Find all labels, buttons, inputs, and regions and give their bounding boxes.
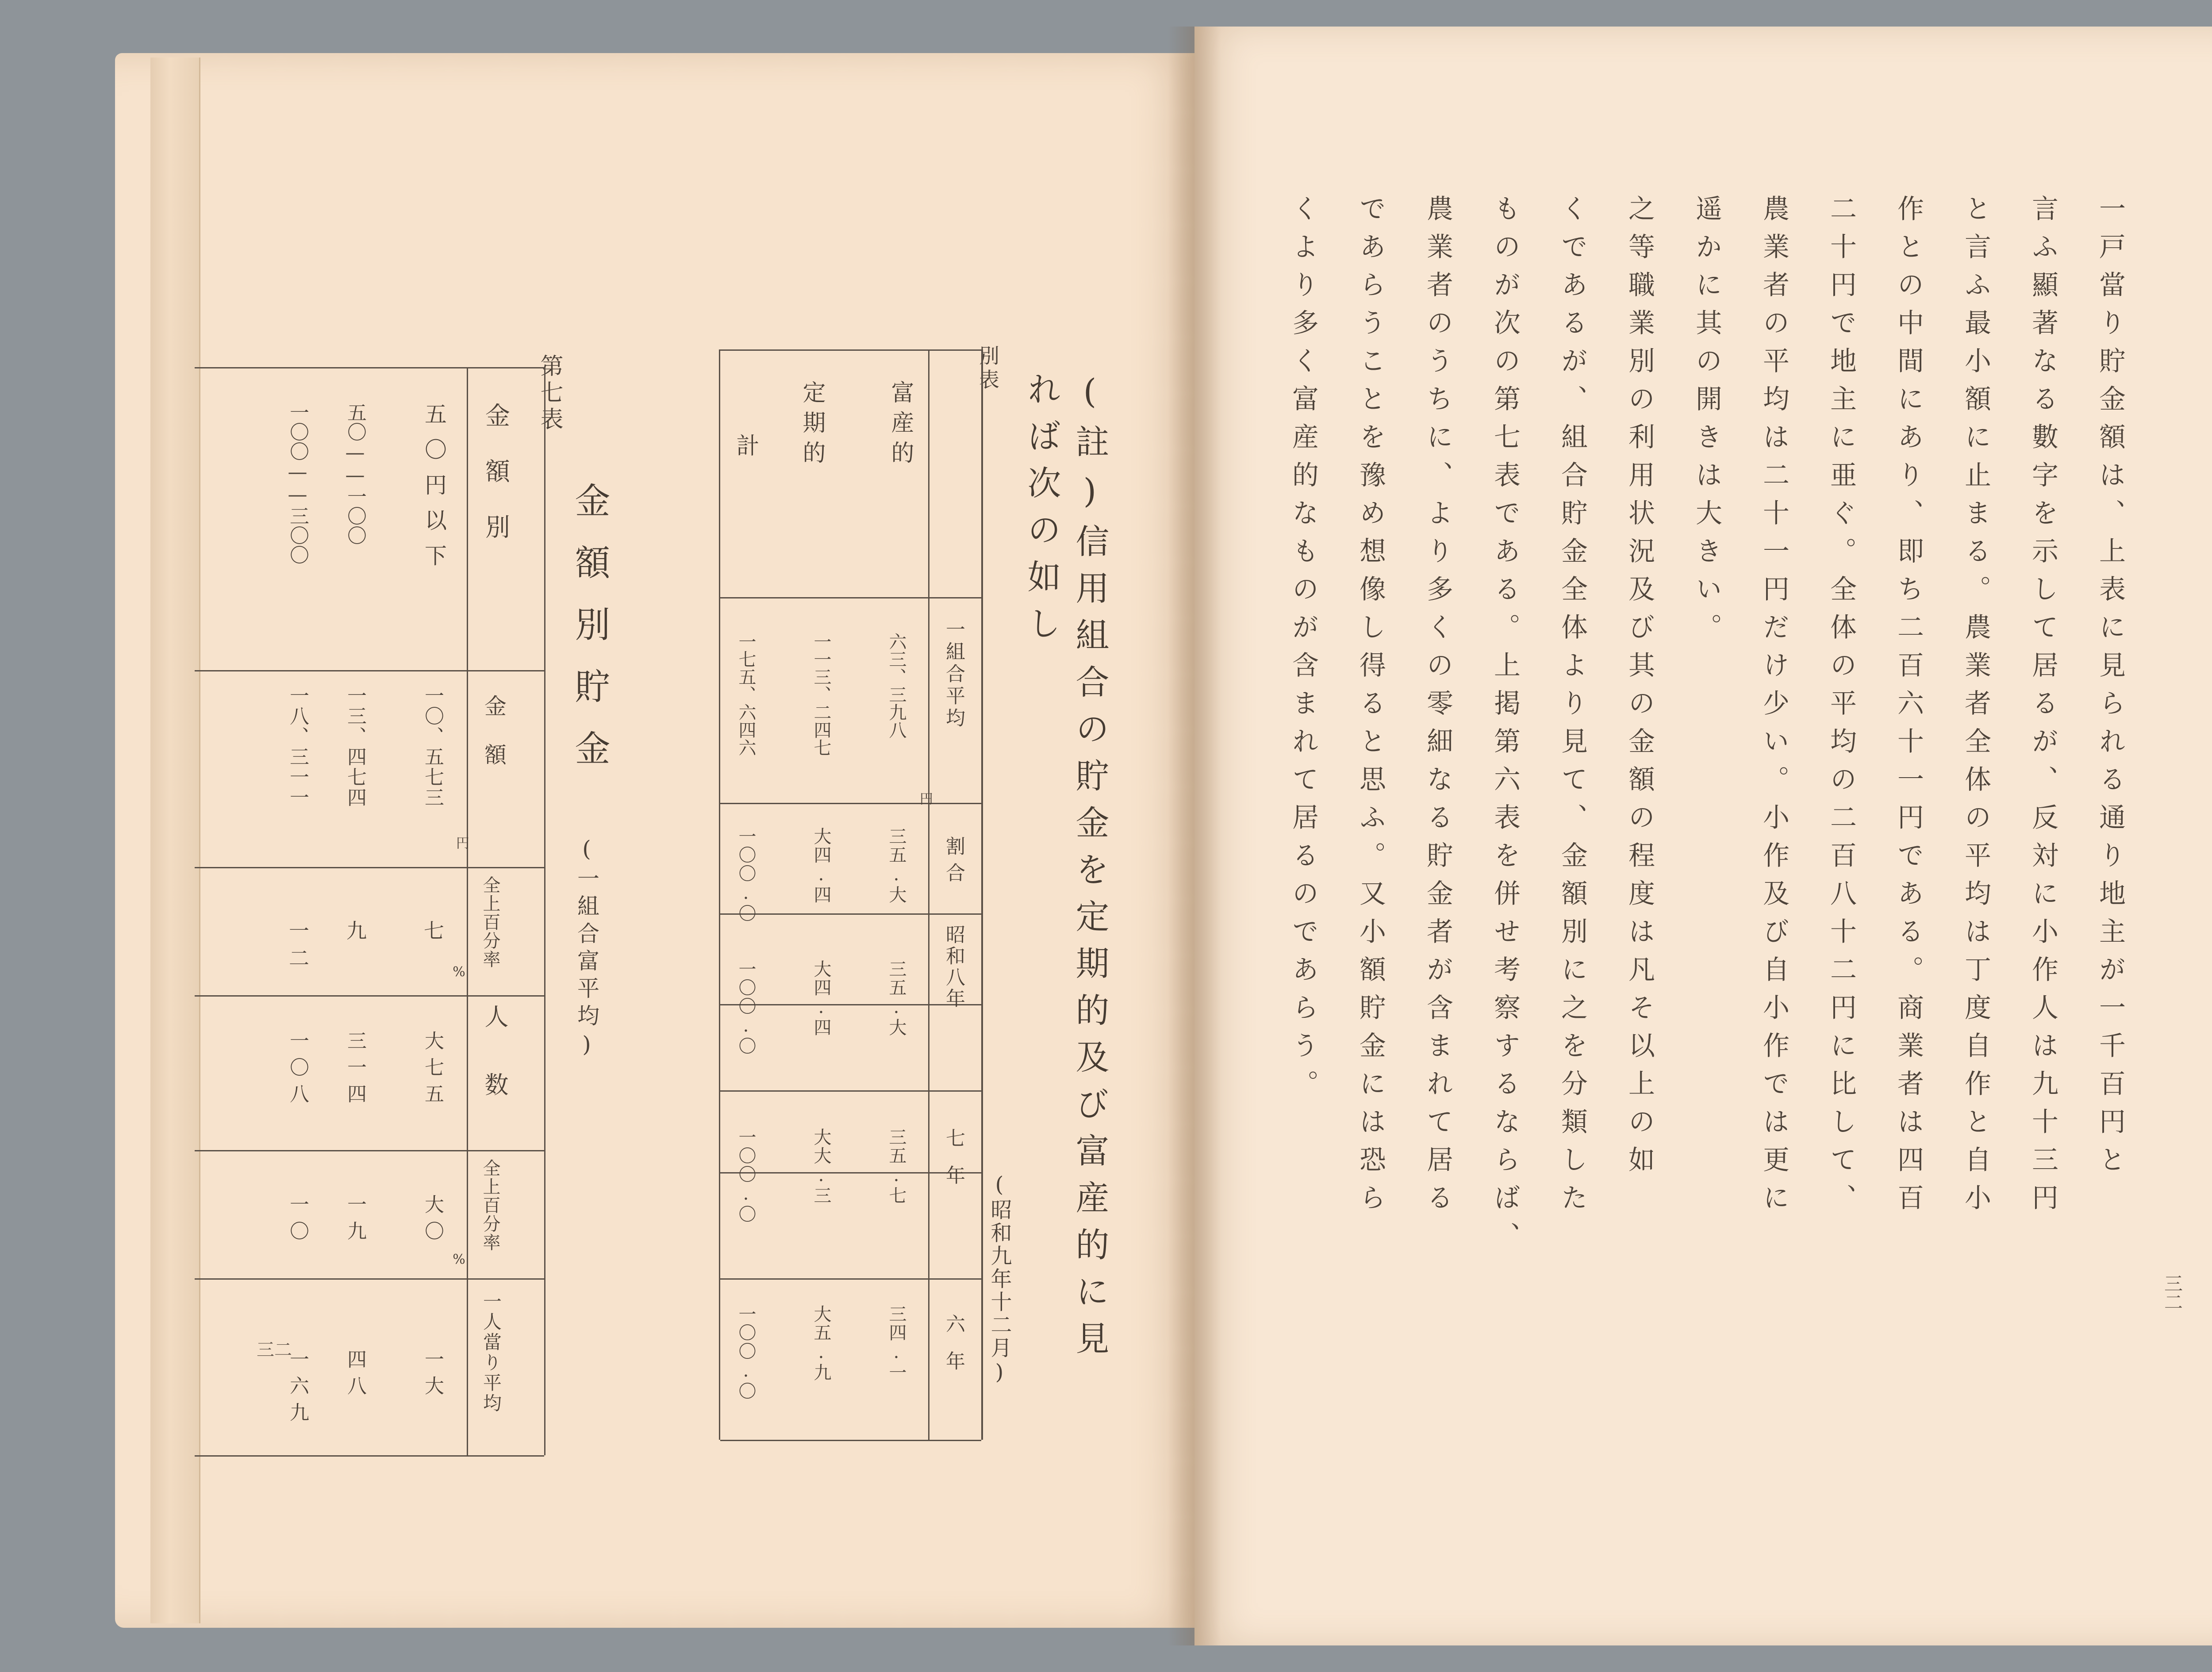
- table-rule: [720, 1090, 981, 1092]
- table-rule: [720, 349, 981, 351]
- column-header: 一組合平均: [942, 619, 965, 730]
- column-header: 人数: [481, 1004, 509, 1140]
- table-cell: 四八: [344, 1349, 366, 1402]
- table-cell: 一八、三一一: [286, 686, 309, 808]
- text-column: くであるが、組合貯金全体より見て、金額別に之を分類した: [1557, 195, 1588, 1222]
- note-heading: (註)信用組合の貯金を定期的及び富産的に見れば次の如し: [1022, 372, 1110, 1368]
- note-date: (昭和九年十二月): [987, 1172, 1012, 1386]
- unit-label: 円: [917, 792, 933, 812]
- row-header: 計: [732, 433, 759, 464]
- table-cell: 五〇円以下: [421, 403, 447, 579]
- table-rule: [195, 1455, 544, 1457]
- table-rule: [720, 1440, 981, 1441]
- unit-label: %: [451, 1252, 467, 1274]
- text-column: 二十円で地主に亜ぐ。全体の平均の二百八十二円に比して、: [1826, 195, 1857, 1222]
- table-cell: 三五.大: [886, 960, 906, 1037]
- table-rule: [195, 1150, 544, 1151]
- text-column: と言ふ最小額に止まる。農業者全体の平均は丁度自作と自小: [1960, 195, 1991, 1222]
- text-column: 農業者のうちに、より多くの零細なる貯金者が含まれて居る: [1422, 195, 1453, 1222]
- column-header: 金額別: [481, 403, 510, 570]
- table-cell: 一一三、二四七: [811, 633, 831, 756]
- table-rule: [195, 995, 544, 997]
- text-column: 言ふ顯著なる數字を示して居るが、反対に小作人は九十三円: [2028, 195, 2058, 1222]
- table-cell: 三四.一: [886, 1305, 906, 1382]
- table-rule: [720, 803, 981, 804]
- column-header: 全上百分率: [480, 1159, 500, 1252]
- column-header: 一人當り平均: [480, 1292, 502, 1414]
- table-cell: 一〇〇.〇: [736, 1305, 756, 1400]
- left-page-edge: [150, 58, 200, 1623]
- text-column: 遥かに其の開きは大きい。: [1691, 195, 1722, 651]
- book-gutter: [1168, 27, 1221, 1645]
- table-cell: 一三、四七四: [344, 686, 366, 808]
- page-number: 三二: [257, 1340, 292, 1360]
- table-cell: 大四.四: [811, 960, 831, 1037]
- table-cell: 一〇: [286, 1194, 309, 1247]
- text-column: 一戸當り貯金額は、上表に見られる通り地主が一千百円と: [2095, 195, 2126, 1184]
- table-cell: 大五.九: [811, 1305, 831, 1382]
- row-header: 定期的: [799, 380, 825, 471]
- table-cell: 一七五、六四六: [736, 633, 756, 756]
- table-cell: 一〇〇——三〇〇: [286, 403, 309, 564]
- table-cell: 六三、三九八: [886, 633, 906, 739]
- table-cell: 大七五: [421, 1031, 444, 1110]
- credit-union-savings-table: [719, 349, 983, 1440]
- table-cell: 一〇八: [286, 1031, 309, 1110]
- table-rule: [195, 670, 544, 671]
- table-cell: 一大: [421, 1349, 444, 1402]
- column-header: 金額: [481, 694, 507, 792]
- table-rule: [195, 867, 544, 868]
- table-cell: 一二: [286, 920, 310, 975]
- table-cell: 一〇〇.〇: [736, 1128, 756, 1223]
- row-header: 富産的: [887, 380, 914, 471]
- text-column: 之等職業別の利用状況及び其の金額の程度は凡そ以上の如: [1624, 195, 1655, 1184]
- column-header: 割合: [942, 836, 965, 889]
- table-cell: 七: [421, 920, 445, 947]
- text-column: くより多く富産的なものが含まれて居るのであらう。: [1288, 195, 1319, 1108]
- table-cell: 三一四: [344, 1031, 366, 1110]
- table-subtitle: (一組合富平均): [574, 836, 599, 1062]
- table-rule: [195, 1278, 544, 1280]
- table-rule: [720, 597, 981, 598]
- table-cell: 大四.四: [811, 827, 831, 904]
- column-header: 全上百分率: [480, 876, 500, 969]
- column-header: 六年: [942, 1314, 965, 1388]
- table-cell: 大大.三: [811, 1128, 831, 1205]
- table-cell: 三五.大: [886, 827, 906, 904]
- text-column: ものが次の第七表である。上掲第六表を併せ考察するならば、: [1490, 195, 1521, 1260]
- table-cell: 五〇——一〇〇: [344, 403, 366, 545]
- table-cell: 一九: [344, 1194, 366, 1247]
- table-cell: 一〇〇.〇: [736, 827, 756, 923]
- table-cell: 一〇、五七三: [421, 686, 444, 808]
- table-rule: [195, 367, 544, 368]
- page-number: 三二: [2162, 1274, 2183, 1311]
- table-label: 第七表: [536, 354, 563, 433]
- note-label: 別表: [976, 345, 1000, 393]
- table-rule: [928, 349, 929, 1440]
- table-cell: 三五.七: [886, 1128, 906, 1205]
- table-title: 金額別貯金: [569, 482, 610, 792]
- table-rule: [720, 1278, 981, 1280]
- table-cell: 九: [343, 920, 367, 947]
- table-cell: 一六九: [286, 1349, 309, 1429]
- text-column: 作との中間にあり、即ち二百六十一円である。商業者は四百: [1893, 195, 1924, 1222]
- seventh-table: [195, 367, 545, 1455]
- text-column: 農業者の平均は二十一円だけ少い。小作及び自小作では更に: [1759, 195, 1790, 1222]
- text-column: であらうことを豫め想像し得ると思ふ。又小額貯金には恐ら: [1355, 195, 1386, 1222]
- unit-label: 円: [453, 836, 469, 856]
- unit-label: %: [451, 964, 467, 987]
- table-cell: 一〇〇.〇: [736, 960, 756, 1055]
- column-header: 七年: [942, 1128, 965, 1202]
- table-cell: 大〇: [421, 1194, 444, 1247]
- column-header: 昭和八年: [942, 924, 965, 1009]
- table-rule: [720, 913, 981, 915]
- table-rule: [467, 367, 468, 1455]
